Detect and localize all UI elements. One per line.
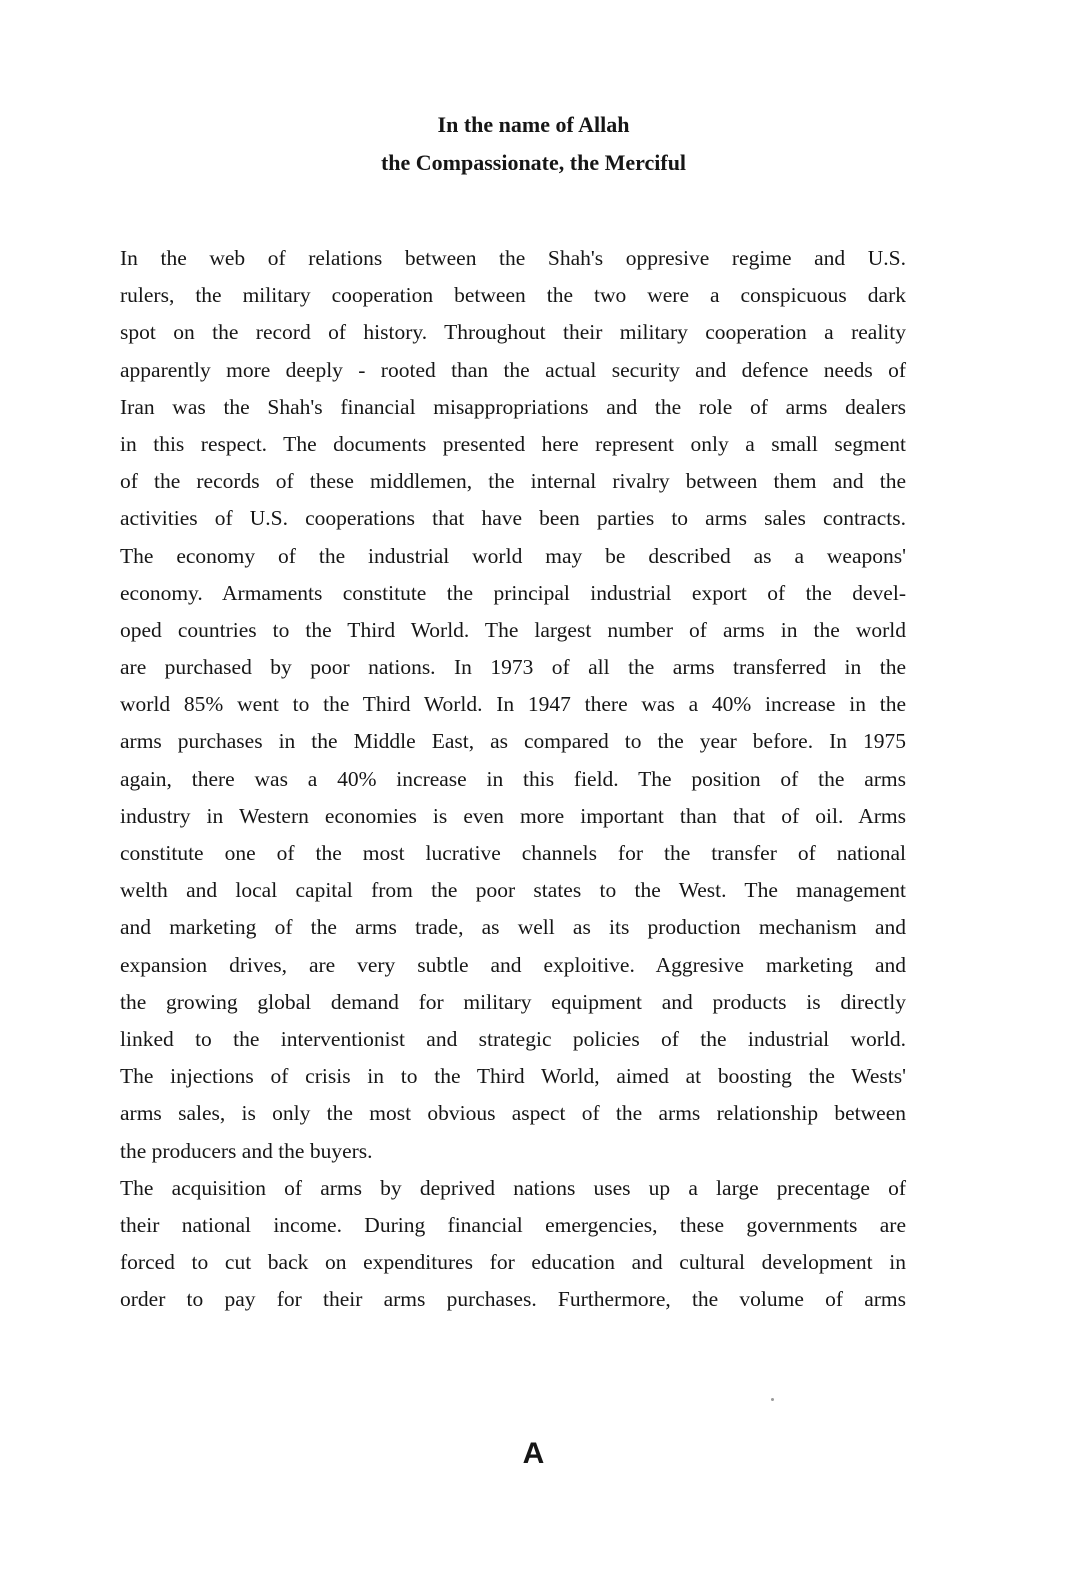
paragraph: [120, 240, 906, 538]
text-line: In the web of relations between the Shah's oppresive regime and U.S.: [120, 246, 906, 270]
text-line: the growing global demand for military equipment and products is directly: [120, 989, 906, 1014]
text-line: welth and local capital from the poor states to the West. The management: [120, 878, 906, 903]
text-line: linked to the interventionist and strategic policies of the industrial world.: [120, 1026, 906, 1051]
heading-line-2: the Compassionate, the Merciful: [380, 150, 687, 175]
text-line: their national income. During financial emergencies, these governments are: [120, 1212, 906, 1237]
text-line: constitute one of the most lucrative channels for the transfer of national: [120, 841, 906, 865]
paragraph: [120, 1170, 906, 1319]
text-line: forced to cut back on expenditures for education and cultural development in: [120, 1250, 906, 1275]
text-line: The acquisition of arms by deprived nations uses up a large precentage of: [120, 1175, 906, 1200]
text-line: arms sales, is only the most obvious aspect of the arms relationship between: [120, 1101, 906, 1126]
text-line: expansion drives, are very subtle and exploitive. Aggresive marketing and: [120, 952, 906, 977]
text-line: The economy of the industrial world may be described as a weapons': [120, 543, 906, 568]
page-marker: A: [522, 1437, 545, 1470]
text-line: economy. Armaments constitute the principal industrial export of the devel-: [120, 580, 906, 605]
text-line: apparently more deeply - rooted than the actual security and defence needs of: [120, 357, 906, 382]
text-line: the producers and the buyers.: [120, 1138, 373, 1163]
text-line: are purchased by poor nations. In 1973 of all the arms transferred in the: [120, 655, 906, 680]
text-line: of the records of these middlemen, the internal rivalry between them and the: [120, 469, 906, 494]
scan-speck: [771, 1398, 774, 1401]
text-line: order to pay for their arms purchases. Furthermore, the volume of arms: [120, 1287, 906, 1312]
text-line: rulers, the military cooperation between the two were a conspicuous dark: [120, 283, 906, 308]
text-line: The injections of crisis in to the Third World, aimed at boosting the Wests': [120, 1064, 906, 1089]
invocation-heading: [0, 106, 1067, 182]
text-line: again, there was a 40% increase in this field. The position of the arms: [120, 766, 906, 791]
heading-line-1: In the name of Allah: [437, 112, 630, 137]
text-line: and marketing of the arms trade, as well as its production mechanism and: [120, 915, 906, 940]
text-line: arms purchases in the Middle East, as compared to the year before. In 1975: [120, 729, 906, 754]
paragraph: [120, 538, 906, 1170]
text-line: spot on the record of history. Throughout their military cooperation a reality: [120, 320, 906, 345]
text-line: world 85% went to the Third World. In 1947 there was a 40% increase in the: [120, 692, 906, 717]
text-line: Iran was the Shah's financial misappropriations and the role of arms dealers: [120, 394, 906, 419]
text-line: oped countries to the Third World. The largest number of arms in the world: [120, 617, 906, 642]
text-line: in this respect. The documents presented here represent only a small segment: [120, 431, 906, 456]
body-text: [120, 240, 906, 1318]
text-line: activities of U.S. cooperations that have been parties to arms sales contracts.: [120, 506, 906, 531]
text-line: industry in Western economies is even more important than that of oil. Arms: [120, 803, 906, 828]
